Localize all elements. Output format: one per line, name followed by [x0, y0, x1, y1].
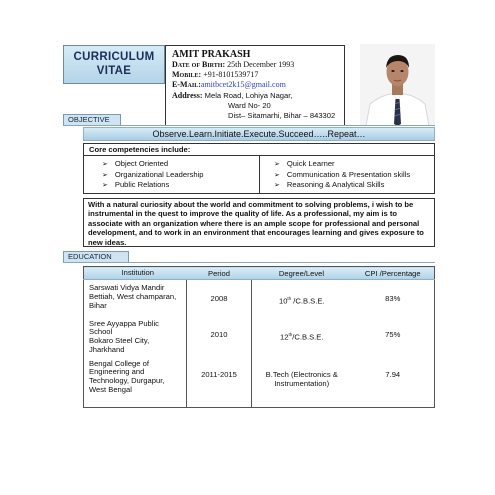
motto-banner: Observe.Learn.Initiate.Execute.Succeed…..Repeat…	[83, 127, 435, 141]
dob-row	[172, 60, 338, 70]
header-score: CPI /Percentage	[352, 267, 435, 280]
score-cell	[352, 356, 435, 408]
address-line-1: Mela Road, Lohiya Nagar,	[204, 90, 293, 100]
degree-cell	[252, 316, 352, 356]
degree-cell	[252, 280, 352, 316]
education-divider	[63, 262, 435, 263]
institution-line: Bengal College of	[89, 358, 149, 368]
competency-item: ➢ Communication & Presentation skills	[274, 170, 434, 181]
dob-value: 25th December 1993	[227, 60, 295, 69]
institution-line: Technology, Durgapur,	[89, 376, 165, 386]
score-cell	[352, 280, 435, 316]
degree-suffix: th	[287, 296, 292, 301]
email-label: E-Mail:	[172, 80, 201, 90]
institution-line: Sarswati Vidya Mandir	[89, 283, 165, 292]
header-degree: Degree/Level	[252, 267, 352, 280]
dob-label: Date of Birth:	[172, 60, 226, 69]
objective-section-tab: OBJECTIVE	[63, 114, 121, 126]
cv-title-line-2: VITAE	[96, 65, 132, 77]
cv-title	[63, 45, 165, 84]
degree-line: B.Tech (Electronics &	[265, 369, 338, 379]
candidate-name: AMIT PRAKASH	[172, 49, 251, 60]
education-table	[83, 266, 435, 408]
address	[172, 91, 338, 121]
education-section-tab: EDUCATION	[63, 251, 129, 263]
header-institution: Institution	[84, 267, 187, 280]
address-line-3: Dist– Sitamarhi, Bihar – 843302	[228, 110, 336, 120]
email-row	[172, 80, 338, 90]
degree-value	[252, 294, 352, 306]
institution-line: Engineering and	[89, 367, 145, 377]
objective-statement: With a natural curiosity about the world and commitment to solving problems, i wish to be instrumental in the quest to improve the quality of life. As a professional, my aim is to associate with an organization where there is an ample scope for professional and personal development, and to work in an environment that encourages learning and gives exposure to new ideas.	[83, 198, 435, 247]
degree-value	[252, 330, 352, 342]
degree-line: Instrumentation)	[274, 378, 330, 388]
institution-line: West Bengal	[89, 384, 132, 394]
degree-number: 10	[278, 296, 288, 306]
period-value: 2008	[210, 294, 228, 303]
competency-item: ➢ Organizational Leadership	[102, 170, 259, 181]
degree-board: /C.B.S.E.	[291, 296, 325, 306]
degree-cell	[252, 356, 352, 408]
institution-line: School	[89, 327, 113, 337]
period-cell	[187, 280, 252, 316]
score-cell	[352, 316, 435, 356]
mobile-row	[172, 70, 338, 80]
personal-details	[165, 45, 345, 126]
profile-photo	[360, 44, 435, 126]
competency-item: ➢ Reasoning & Analytical Skills	[274, 180, 434, 191]
degree-board: /C.B.S.E.	[292, 332, 324, 342]
period-cell	[187, 356, 252, 408]
institution-cell	[84, 316, 187, 356]
competency-item: ➢ Public Relations	[102, 180, 259, 191]
table-row	[84, 280, 435, 316]
competency-item: ➢ Quick Learner	[274, 159, 434, 170]
header-period: Period	[187, 267, 252, 280]
table-row	[84, 316, 435, 356]
mobile-value: +91-8101539717	[203, 70, 259, 80]
address-line-2: Ward No- 20	[228, 100, 271, 110]
score-value: 83%	[385, 294, 401, 303]
score-value: 7.94	[385, 369, 401, 379]
institution-line: Bettiah, West champaran,	[89, 291, 177, 301]
degree-number: 12	[280, 332, 289, 342]
score-value: 75%	[385, 329, 401, 339]
competencies-heading: Core competencies include:	[84, 144, 434, 156]
mobile-label: Mobile:	[172, 70, 202, 80]
period-value: 2010	[210, 329, 228, 339]
period-cell	[187, 316, 252, 356]
competencies-right	[259, 156, 434, 193]
institution-line: Sree Ayyappa Public	[89, 318, 159, 328]
table-header-row	[84, 267, 435, 280]
institution-line: Bihar	[89, 300, 107, 310]
address-label: Address:	[172, 90, 203, 100]
institution-line: Bokaro Steel City,	[89, 336, 150, 346]
degree-suffix: th	[288, 331, 293, 337]
institution-line: Jharkhand	[89, 344, 125, 354]
competencies-box	[83, 143, 435, 194]
institution-cell	[84, 356, 187, 408]
competency-item: ➢ Object Oriented	[102, 159, 259, 170]
email-link[interactable]: amitbcet2k15@gmail.com	[200, 80, 286, 90]
degree-value	[252, 370, 352, 388]
period-value: 2011-2015	[201, 369, 237, 379]
institution-cell	[84, 280, 187, 316]
competencies-left	[84, 156, 259, 193]
objective-divider	[63, 125, 435, 126]
table-row	[84, 356, 435, 408]
cv-title-line-1: CURRICULUM	[73, 51, 155, 63]
